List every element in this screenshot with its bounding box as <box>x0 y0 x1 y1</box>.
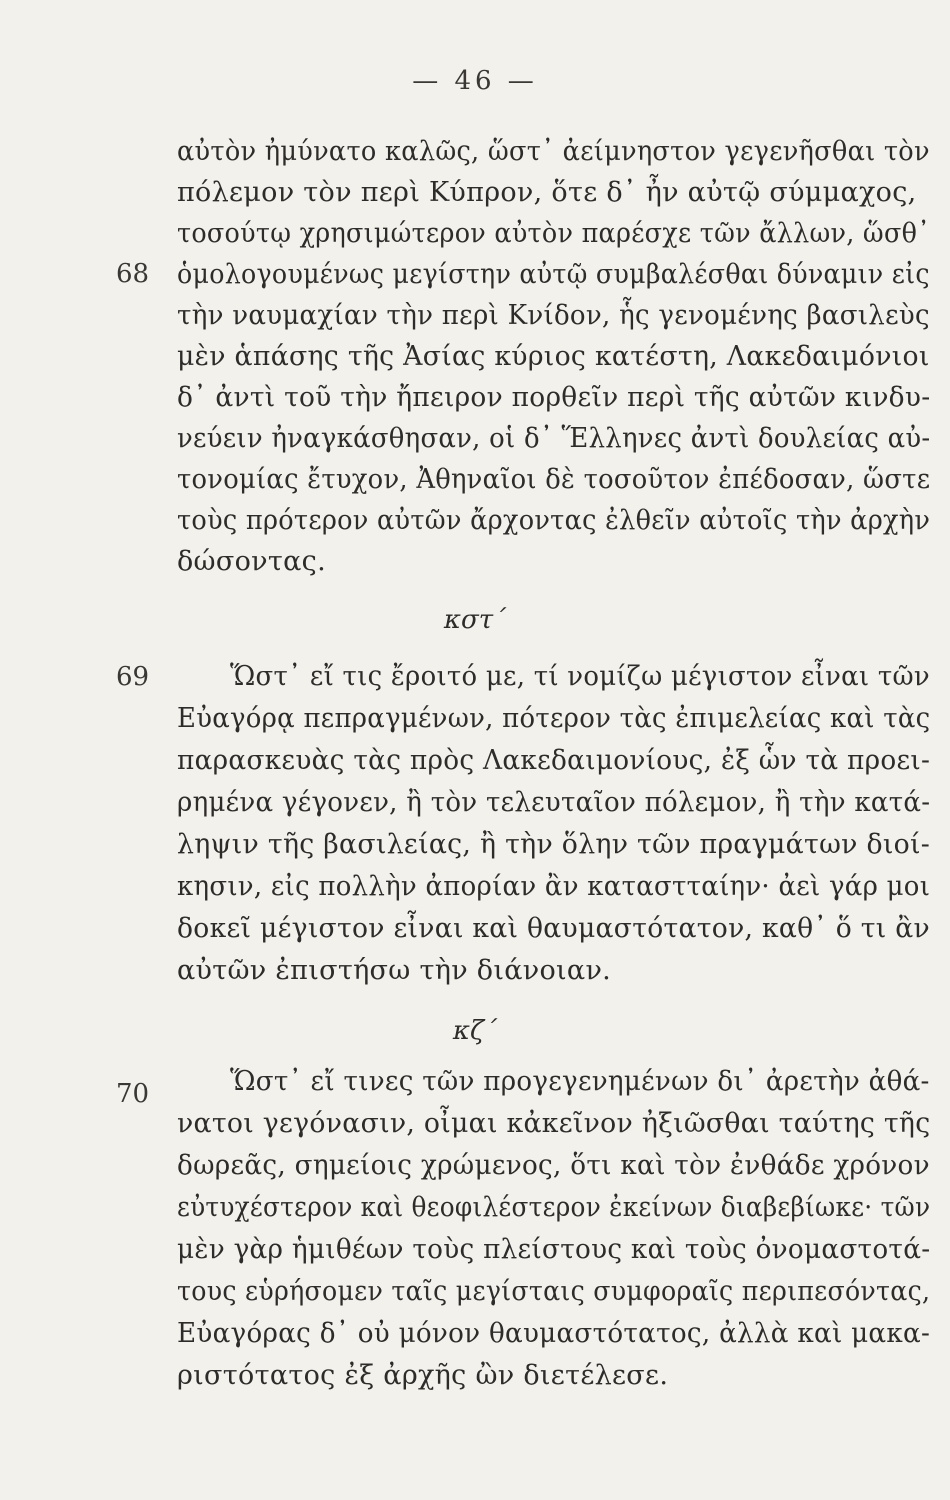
text-line: τους εὑρήσομεν ταῖς μεγίσταις συμφοραῖς περιπεσόντας, <box>177 1276 931 1307</box>
text-line: πόλεμον τὸν περὶ Κύπρον, ὅτε δ᾽ ἦν αὐτῷ σύμμαχος, <box>177 177 917 208</box>
section-number-68: 68 <box>116 259 150 289</box>
text-line: κησιν, εἰς πολλὴν ἀπορίαν ἂν καταστταίην· ἀεὶ γάρ μοι <box>177 871 931 902</box>
text-line: τὴν ναυμαχίαν τὴν περὶ Κνίδον, ἧς γενομένης βασιλεὺς <box>177 300 930 331</box>
text-line: Εὐαγόρᾳ πεπραγμένων, πότερον τὰς ἐπιμελείας καὶ τὰς <box>177 703 931 734</box>
text-line: τοσούτῳ χρησιμώτερον αὐτὸν παρέσχε τῶν ἄλλων, ὥσθ᾽ <box>177 218 931 249</box>
text-line: Ὥστ᾽ εἴ τις ἔροιτό με, τί νομίζω μέγιστον εἶναι τῶν <box>230 661 930 692</box>
text-line: ριστότατος ἐξ ἀρχῆς ὢν διετέλεσε. <box>177 1360 669 1391</box>
section-number-70: 70 <box>116 1079 150 1109</box>
text-line: εὐτυχέστερον καὶ θεοφιλέστερον ἐκείνων διαβεβίωκε· τῶν <box>177 1192 931 1223</box>
text-line: τοὺς πρότερον αὐτῶν ἄρχοντας ἐλθεῖν αὐτοῖς τὴν ἀρχὴν <box>177 505 931 536</box>
text-line: δοκεῖ μέγιστον εἶναι καὶ θαυμαστότατον, καθ᾽ ὅ τι ἂν <box>177 913 930 944</box>
text-line: ρημένα γέγονεν, ἢ τὸν τελευταῖον πόλεμον, ἢ τὴν κατά- <box>177 787 931 818</box>
text-line: μὲν γὰρ ἡμιθέων τοὺς πλείστους καὶ τοὺς ὀνομαστοτά- <box>177 1234 931 1265</box>
chapter-heading-27: κζ´ <box>452 1016 498 1046</box>
text-line: δώσοντας. <box>177 546 326 577</box>
text-line: παρασκευὰς τὰς πρὸς Λακεδαιμονίους, ἐξ ὧν τὰ προει- <box>177 745 931 776</box>
text-line: δωρεᾶς, σημείοις χρώμενος, ὅτι καὶ τὸν ἐνθάδε χρόνον <box>177 1150 930 1181</box>
section-number-69: 69 <box>116 662 150 692</box>
text-line: δ᾽ ἀντὶ τοῦ τὴν ἤπειρον πορθεῖν περὶ τῆς αὐτῶν κινδυ- <box>177 382 931 413</box>
page-number: — 46 — <box>412 66 538 96</box>
text-line: Εὐαγόρας δ᾽ οὐ μόνον θαυμαστότατος, ἀλλὰ καὶ μακα- <box>177 1318 931 1349</box>
text-line: νεύειν ἠναγκάσθησαν, οἱ δ᾽ Ἕλληνες ἀντὶ δουλείας αὐ- <box>177 423 931 454</box>
text-line: ληψιν τῆς βασιλείας, ἢ τὴν ὅλην τῶν πραγμάτων διοί- <box>177 829 931 860</box>
text-line: τονομίας ἔτυχον, Ἀθηναῖοι δὲ τοσοῦτον ἐπέδοσαν, ὥστε <box>177 464 931 495</box>
text-line: αὐτὸν ἠμύνατο καλῶς, ὥστ᾽ ἀείμνηστον γεγενῆσθαι τὸν <box>177 136 930 167</box>
text-line: μὲν ἁπάσης τῆς Ἀσίας κύριος κατέστη, Λακεδαιμόνιοι <box>177 341 930 372</box>
text-line: ὁμολογουμένως μεγίστην αὐτῷ συμβαλέσθαι δύναμιν εἰς <box>177 259 930 290</box>
text-line: αὐτῶν ἐπιστήσω τὴν διάνοιαν. <box>177 955 612 986</box>
text-line: νατοι γεγόνασιν, οἶμαι κἀκεῖνον ἠξιῶσθαι ταύτης τῆς <box>177 1108 931 1139</box>
chapter-heading-26: κστ´ <box>443 605 507 635</box>
text-line: Ὥστ᾽ εἴ τινες τῶν προγεγενημένων δι᾽ ἀρετὴν ἀθά- <box>230 1066 930 1097</box>
